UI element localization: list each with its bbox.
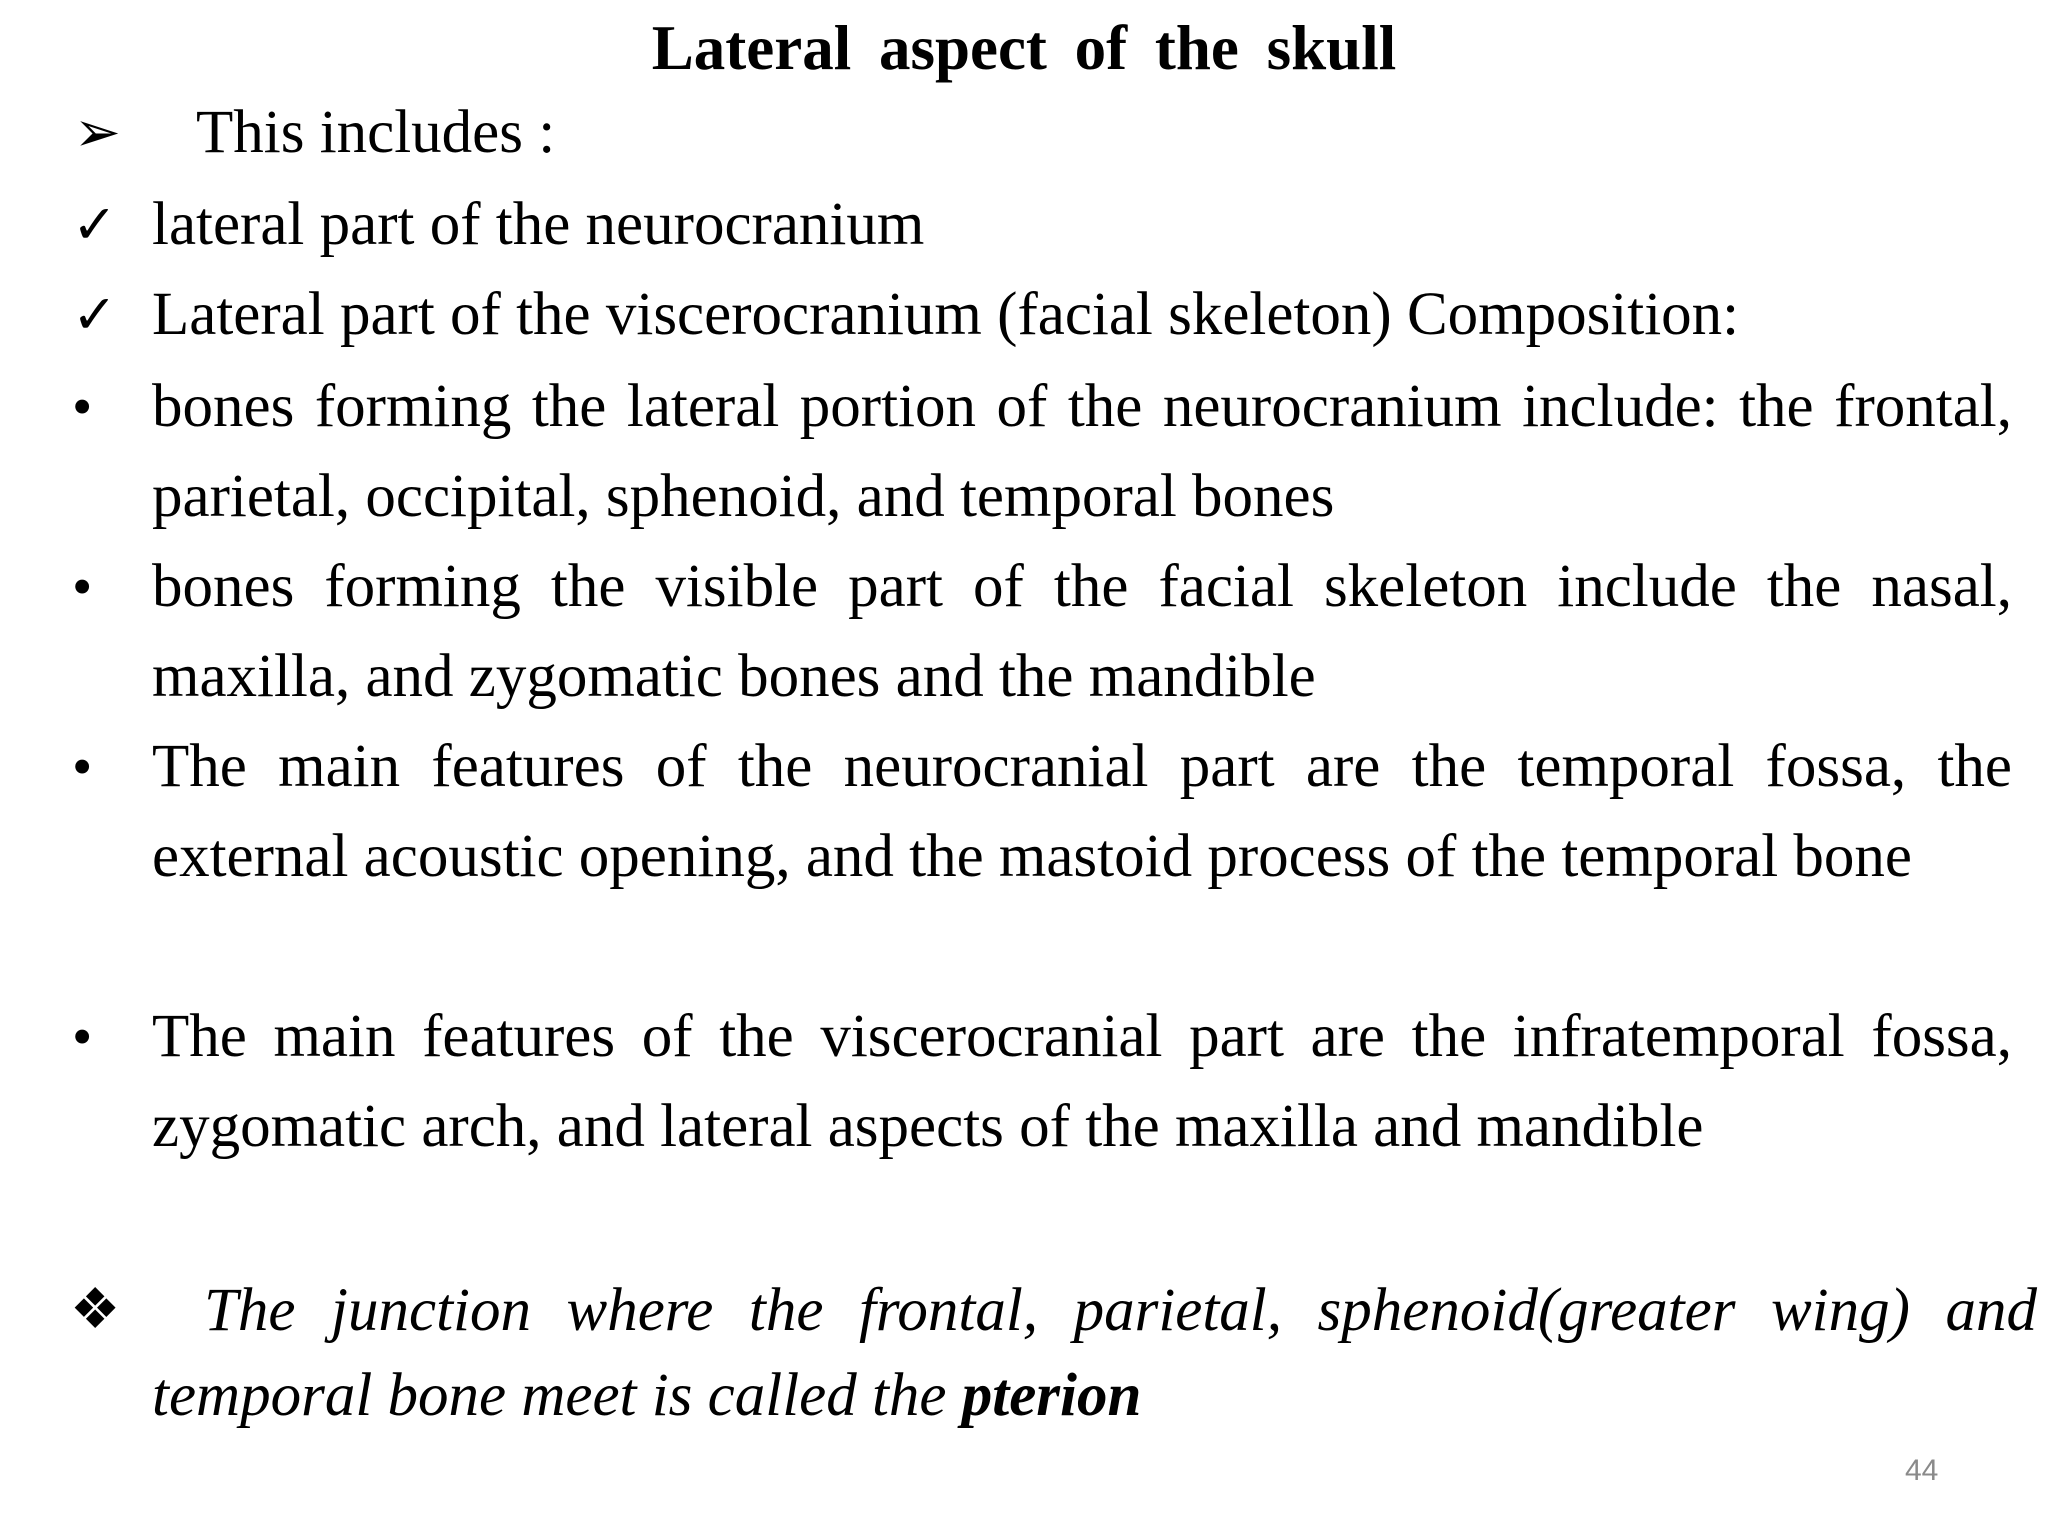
page-number: 44 bbox=[1905, 1454, 1939, 1487]
bullet-item-text: bones forming the lateral portion of the neurocranium include: the frontal, parietal, occipital, sphenoid, and temporal bones bbox=[152, 373, 2012, 530]
intro-text: This includes : bbox=[196, 99, 556, 166]
check-item-text: Lateral part of the viscerocranium (facial skeleton) Composition: bbox=[152, 281, 1740, 348]
arrow-bullet-icon: ➢ bbox=[74, 102, 121, 164]
bullet-dot-icon: • bbox=[72, 734, 93, 799]
check-item bbox=[0, 270, 2048, 360]
bullet-item-text: The main features of the viscerocranial part are the infratemporal fossa, zygomatic arch, and lateral aspects of the maxilla and mandible bbox=[152, 1003, 2012, 1160]
checkmark-icon: ✓ bbox=[72, 195, 118, 255]
diamond-bullet-icon: ❖ bbox=[70, 1279, 121, 1341]
bullet-item-text: bones forming the visible part of the facial skeleton include the nasal, maxilla, and zygomatic bones and the mandible bbox=[152, 553, 2012, 710]
bullet-dot-icon: • bbox=[72, 554, 93, 619]
bullet-dot-icon: • bbox=[72, 1004, 93, 1069]
bullet-item-text: The main features of the neurocranial part are the temporal fossa, the external acoustic opening, and the mastoid process of the temporal bone bbox=[152, 733, 2012, 890]
intro-line bbox=[0, 88, 2048, 178]
bullet-dot-icon: • bbox=[72, 374, 93, 439]
check-item-text: lateral part of the neurocranium bbox=[152, 191, 925, 258]
note-body: The junction where the frontal, parietal, sphenoid(greater wing) and temporal bone meet is called the bbox=[152, 1277, 2037, 1429]
check-item bbox=[0, 180, 2048, 270]
checkmark-icon: ✓ bbox=[72, 285, 118, 345]
slide-title: Lateral aspect of the skull bbox=[651, 13, 1397, 83]
pterion-term: pterion bbox=[961, 1362, 1142, 1429]
note-text bbox=[152, 1268, 2037, 1438]
